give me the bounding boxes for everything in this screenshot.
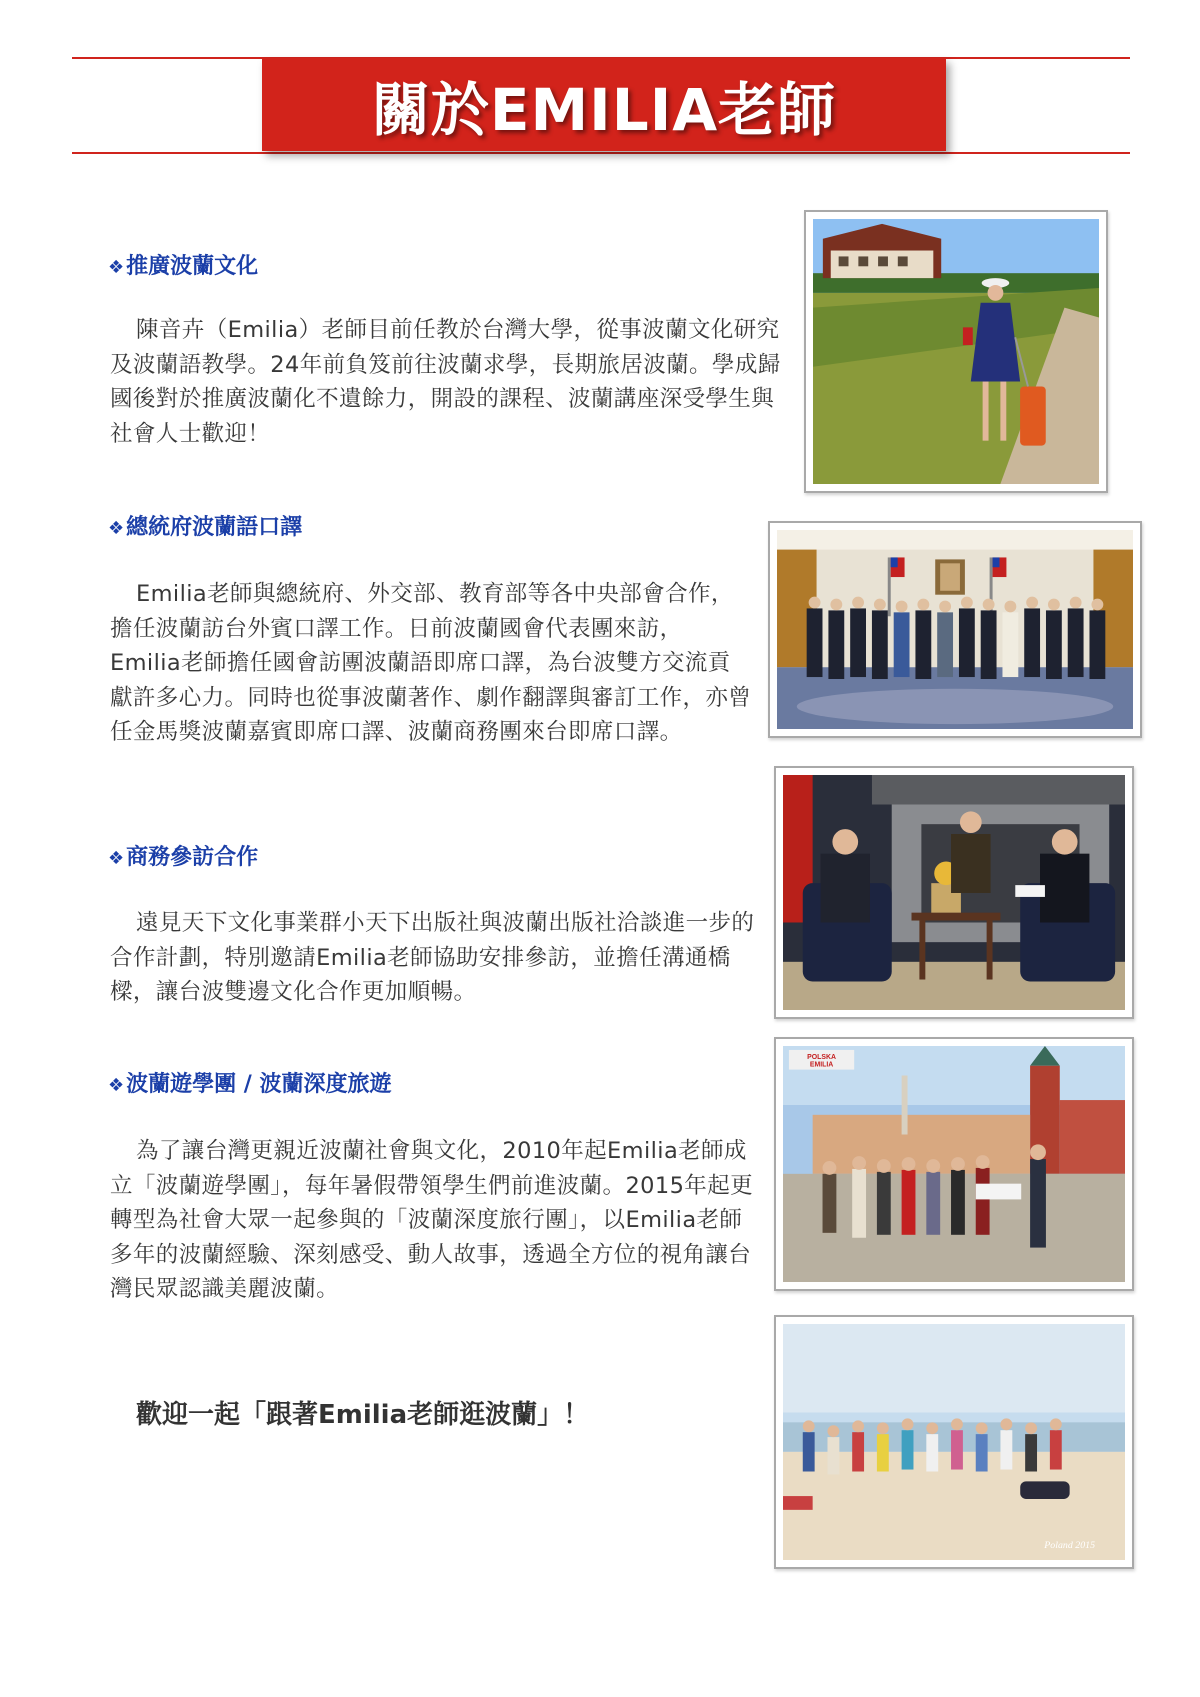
meeting-image bbox=[783, 775, 1125, 1010]
closing-text: 歡迎一起「跟著Emilia老師逛波蘭」！ bbox=[136, 1400, 590, 1430]
photo-beach-jump bbox=[774, 1315, 1134, 1569]
travel-road-image bbox=[813, 219, 1099, 484]
section-heading: ❖波蘭遊學團 / 波蘭深度旅遊 bbox=[108, 1072, 392, 1097]
tour-group-image bbox=[783, 1046, 1125, 1282]
section-heading: ❖推廣波蘭文化 bbox=[108, 254, 259, 279]
title-banner bbox=[262, 58, 946, 151]
section-heading: ❖總統府波蘭語口譯 bbox=[108, 515, 303, 540]
diamond-bullet-icon: ❖ bbox=[108, 257, 125, 278]
diamond-bullet-icon: ❖ bbox=[108, 1075, 125, 1096]
sign-line1: POLSKA bbox=[807, 1053, 836, 1061]
diamond-bullet-icon: ❖ bbox=[108, 848, 125, 869]
sign-line2: EMILIA bbox=[809, 1061, 834, 1069]
page-title: 關於EMILIA老師 bbox=[371, 75, 837, 144]
beach-jump-image bbox=[783, 1324, 1125, 1560]
photo-meeting bbox=[774, 766, 1134, 1019]
photo-presidential-office bbox=[768, 521, 1142, 738]
photo-signature: Poland 2015 bbox=[1044, 1540, 1096, 1552]
section-body: Emilia老師與總統府、外交部、教育部等各中央部會合作，擔任波蘭訪台外賓口譯工作。日前波蘭國會代表團來訪，Emilia老師擔任國會訪團波蘭語即席口譯，為台波雙方交流貢獻許多心力。同時也從事波蘭著作、劇作翻譯與審訂工作，亦曾任金馬獎波蘭嘉賓即席口譯、波蘭商務團來台即席口譯。 bbox=[110, 581, 752, 745]
header-rule-bottom bbox=[72, 152, 1130, 154]
section-body: 為了讓台灣更親近波蘭社會與文化，2010年起Emilia老師成立「波蘭遊學團」，每年暑假帶領學生們前進波蘭。2015年起更轉型為社會大眾一起參與的「波蘭深度旅行團」，以Emilia老師多年的波蘭經驗、深刻感受、動人故事，透過全方位的視角讓台灣民眾認識美麗波蘭。 bbox=[110, 1138, 754, 1302]
section-body: 陳音卉（Emilia）老師目前任教於台灣大學，從事波蘭文化研究及波蘭語教學。24年前負笈前往波蘭求學，長期旅居波蘭。學成歸國後對於推廣波蘭化不遺餘力，開設的課程、波蘭講座深受學生與社會人士歡迎！ bbox=[110, 317, 781, 447]
section-body: 遠見天下文化事業群小天下出版社與波蘭出版社洽談進一步的合作計劃，特別邀請Emilia老師協助安排參訪，並擔任溝通橋樑，讓台波雙邊文化合作更加順暢。 bbox=[110, 910, 755, 1005]
photo-tour-group bbox=[774, 1037, 1134, 1291]
presidential-office-image bbox=[777, 530, 1133, 729]
diamond-bullet-icon: ❖ bbox=[108, 518, 125, 539]
photo-travel-road bbox=[804, 210, 1108, 493]
section-heading: ❖商務參訪合作 bbox=[108, 845, 259, 870]
